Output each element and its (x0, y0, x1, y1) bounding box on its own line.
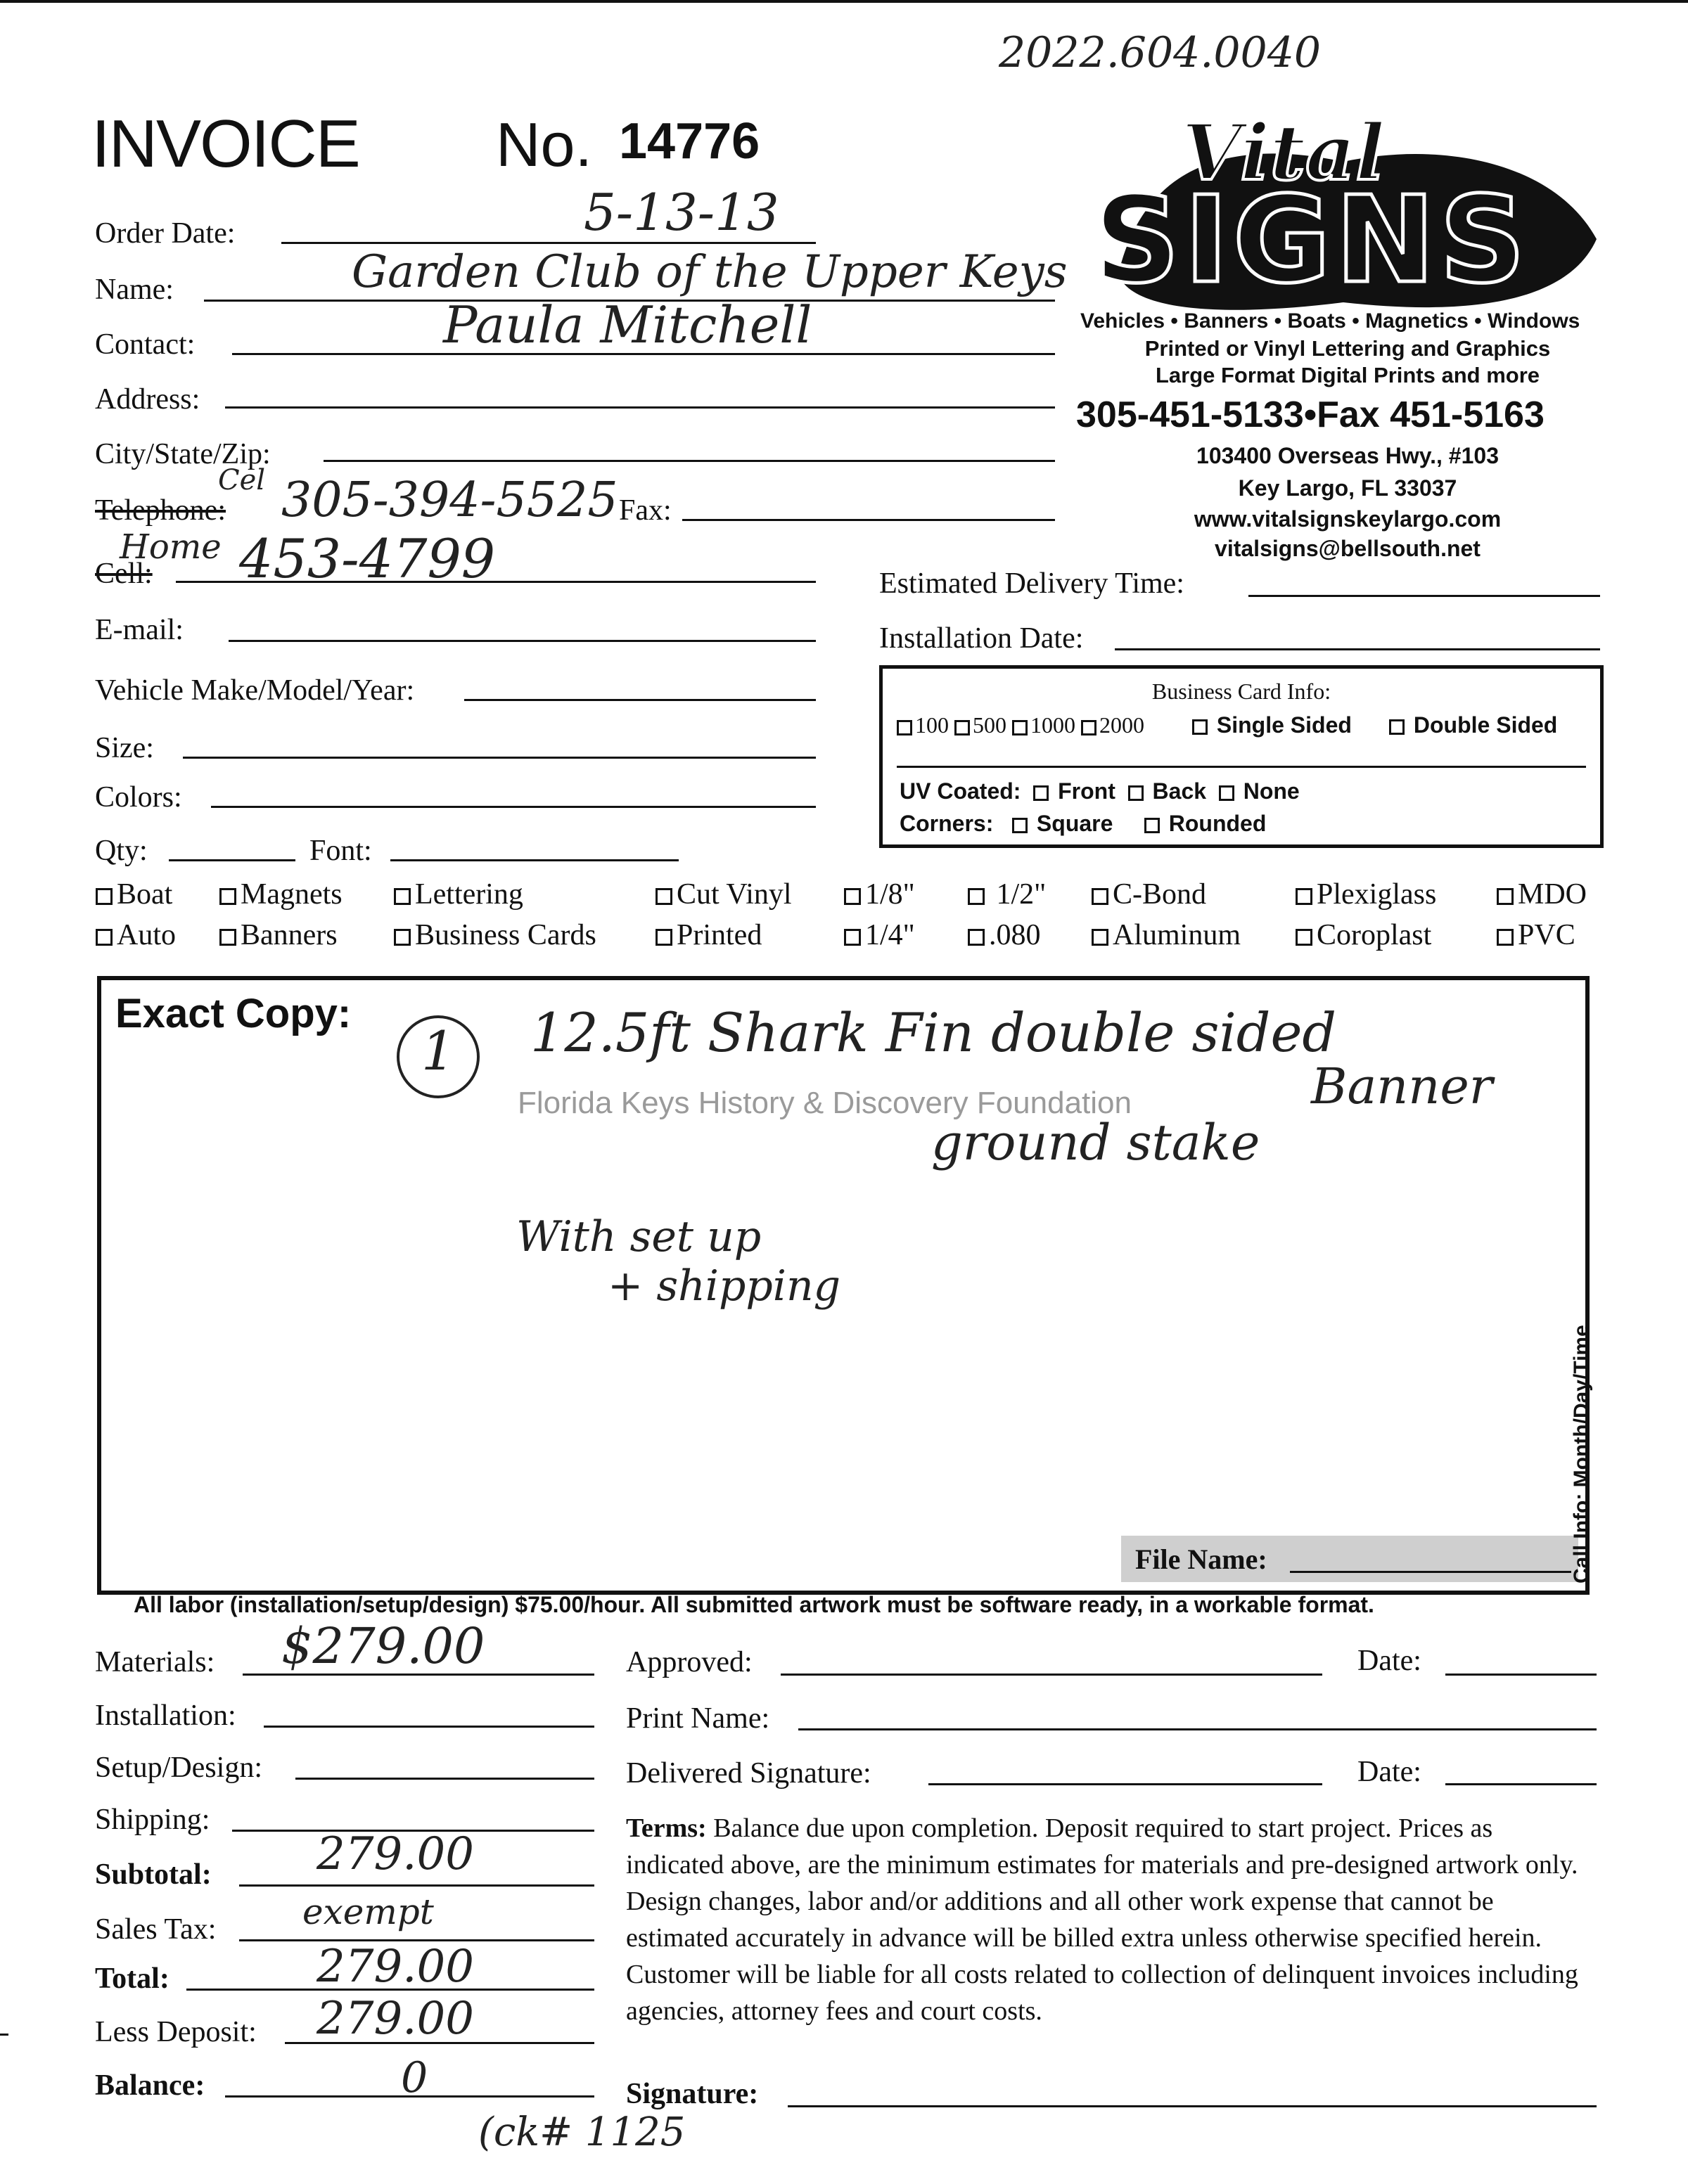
subtotal-line[interactable] (239, 1884, 594, 1887)
telephone-label: Telephone: (95, 494, 226, 527)
corners-row (900, 811, 1266, 837)
corner-square-checkbox[interactable] (1012, 818, 1028, 833)
option-plexiglass[interactable] (1296, 878, 1436, 911)
invoice-title: INVOICE (91, 106, 359, 181)
subtotal-label: Subtotal: (95, 1858, 212, 1891)
order-date-value: 5-13-13 (584, 183, 779, 242)
company-phone: 305-451-5133 (1076, 394, 1304, 435)
option-banners[interactable] (219, 918, 338, 952)
company-fax: Fax 451-5163 (1317, 394, 1545, 435)
colors-line[interactable] (211, 806, 816, 808)
double-sided-label: Double Sided (1413, 712, 1558, 738)
coroplast-label: Coroplast (1317, 919, 1432, 951)
delivered-signature-label: Delivered Signature: (626, 1757, 871, 1790)
banners-label: Banners (241, 919, 338, 951)
option-c-bond[interactable] (1092, 878, 1206, 911)
order-date-line[interactable] (281, 242, 816, 244)
eighth-inch-checkbox[interactable] (844, 888, 861, 905)
080-label: .080 (989, 919, 1041, 951)
aluminum-checkbox[interactable] (1092, 929, 1108, 946)
uv-coated-row (900, 778, 1300, 804)
option-080[interactable] (968, 918, 1041, 952)
qty-1000-label: 1000 (1030, 712, 1075, 738)
magnets-label: Magnets (241, 878, 343, 911)
option-cut-vinyl[interactable] (656, 878, 792, 911)
city-line[interactable] (324, 460, 1055, 462)
setup-line[interactable] (295, 1778, 594, 1780)
service-windows: Windows (1487, 309, 1580, 333)
half-inch-label: 1/2" (989, 878, 1047, 911)
logo-signs-text: SIGNS (1094, 171, 1530, 310)
signature-line[interactable] (788, 2105, 1597, 2107)
single-sided-checkbox[interactable] (1192, 719, 1208, 735)
company-website[interactable]: www.vitalsignskeylargo.com (1194, 506, 1502, 532)
subtotal-value: 279.00 (316, 1828, 474, 1880)
option-eighth-inch[interactable] (844, 878, 915, 911)
telephone-note: Cel (218, 464, 266, 496)
qty-500-checkbox[interactable] (954, 720, 970, 736)
lettering-checkbox[interactable] (394, 888, 411, 905)
option-coroplast[interactable] (1296, 918, 1431, 952)
name-value: Garden Club of the Upper Keys (352, 246, 1068, 298)
email-label: E-mail: (95, 614, 184, 646)
business-cards-checkbox[interactable] (394, 929, 411, 946)
business-card-divider (897, 766, 1586, 768)
file-name-area[interactable] (1121, 1536, 1578, 1582)
qty-1000-checkbox[interactable] (1012, 720, 1028, 736)
option-pvc[interactable] (1497, 918, 1575, 952)
vital-signs-logo (1076, 113, 1611, 323)
aluminum-label: Aluminum (1113, 919, 1241, 951)
corner-rounded-label: Rounded (1168, 811, 1267, 836)
eighth-inch-label: 1/8" (865, 878, 915, 911)
call-info-label: Call Info: Month/Day/Time (1570, 1325, 1593, 1584)
option-mdo[interactable] (1497, 878, 1587, 911)
labor-note: All labor (installation/setup/design) $75.00/hour. All submitted artwork must be software ready, in a workable format. (134, 1592, 1374, 1617)
order-date-label: Order Date: (95, 217, 236, 250)
approved-date-label: Date: (1357, 1645, 1421, 1677)
file-name-label: File Name: (1135, 1543, 1267, 1575)
installation-date-line[interactable] (1115, 648, 1600, 650)
uv-none-checkbox[interactable] (1219, 785, 1234, 801)
qty-label: Qty: (95, 835, 148, 867)
doc-reference: 2022.604.0040 (999, 28, 1322, 77)
delivered-signature-line[interactable] (928, 1783, 1322, 1785)
uv-none-label: None (1243, 778, 1300, 804)
quarter-inch-checkbox[interactable] (844, 929, 861, 946)
half-inch-checkbox[interactable] (968, 888, 985, 905)
c-bond-checkbox[interactable] (1092, 888, 1108, 905)
vehicle-line[interactable] (464, 699, 816, 701)
sales-tax-value: exempt (302, 1891, 434, 1932)
cell-note: Home (120, 527, 222, 567)
single-sided-option[interactable] (1192, 712, 1352, 738)
service-vehicles: Vehicles (1080, 309, 1165, 333)
city-label: City/State/Zip: (95, 438, 271, 470)
logo-vital-text: Vital (1182, 113, 1386, 198)
business-card-box (879, 665, 1604, 848)
copy-line3: ground stake (931, 1114, 1260, 1171)
option-auto[interactable] (96, 918, 176, 952)
installation-date-label: Installation Date: (879, 622, 1084, 655)
shipping-label: Shipping: (95, 1804, 210, 1836)
business-card-quantities (897, 712, 1144, 738)
watermark-text: Florida Keys History & Discovery Foundation (518, 1086, 1132, 1120)
c-bond-label: C-Bond (1113, 878, 1207, 911)
font-label: Font: (309, 835, 372, 867)
fax-label: Fax: (619, 494, 672, 527)
top-border (0, 0, 1688, 3)
option-business-cards[interactable] (394, 918, 596, 952)
invoice-number-label: No. (496, 110, 592, 179)
option-quarter-inch[interactable] (844, 918, 915, 952)
lettering-label: Lettering (415, 878, 523, 911)
pvc-checkbox[interactable] (1497, 929, 1514, 946)
printed-checkbox[interactable] (656, 929, 672, 946)
copy-line4: With set up (516, 1212, 762, 1261)
company-email[interactable]: vitalsigns@bellsouth.net (1215, 536, 1481, 561)
service-boats: Boats (1287, 309, 1346, 333)
double-sided-checkbox[interactable] (1389, 719, 1405, 735)
total-value: 279.00 (316, 1941, 474, 1993)
copy-line2: Banner (1311, 1058, 1493, 1115)
item-number: 1 (421, 1020, 456, 1082)
size-line[interactable] (183, 757, 816, 759)
fax-line[interactable] (682, 519, 1055, 521)
company-phone-fax: 305-451-5133•Fax 451-5163 (1076, 394, 1545, 435)
margin-mark (0, 2034, 8, 2036)
balance-value: 0 (401, 2053, 428, 2102)
option-aluminum[interactable] (1092, 918, 1241, 952)
less-deposit-label: Less Deposit: (95, 2016, 257, 2048)
uv-back-label: Back (1152, 778, 1207, 804)
service-magnetics: Magnetics (1365, 309, 1469, 333)
qty-line[interactable] (169, 859, 295, 861)
materials-label: Materials: (95, 1646, 215, 1678)
installation-label: Installation: (95, 1700, 236, 1732)
signature-label: Signature: (626, 2078, 759, 2110)
print-name-label: Print Name: (626, 1702, 770, 1735)
delivered-date-line[interactable] (1445, 1783, 1597, 1785)
telephone-value: 305-394-5525 (281, 473, 618, 528)
invoice-number: 14776 (619, 113, 760, 169)
address-line[interactable] (225, 406, 1055, 409)
approved-line[interactable] (781, 1674, 1322, 1676)
mdo-checkbox[interactable] (1497, 888, 1514, 905)
option-half-inch[interactable] (968, 878, 1046, 911)
check-footnote: (ck# 1125 (478, 2109, 686, 2155)
uv-coated-label: UV Coated: (900, 778, 1021, 804)
banners-checkbox[interactable] (219, 929, 236, 946)
size-label: Size: (95, 732, 154, 764)
qty-100-checkbox[interactable] (897, 720, 912, 736)
terms-block (626, 1810, 1597, 2029)
print-name-line[interactable] (798, 1728, 1597, 1730)
single-sided-label: Single Sided (1216, 712, 1352, 738)
corners-label: Corners: (900, 811, 994, 836)
delivered-date-label: Date: (1357, 1756, 1421, 1788)
email-line[interactable] (229, 640, 816, 642)
qty-2000-label: 2000 (1099, 712, 1144, 738)
estimated-delivery-label: Estimated Delivery Time: (879, 567, 1184, 600)
plexiglass-checkbox[interactable] (1296, 888, 1312, 905)
pvc-label: PVC (1518, 919, 1575, 951)
font-line[interactable] (390, 859, 679, 861)
copy-line5: + shipping (608, 1261, 841, 1311)
copy-line1: 12.5ft Shark Fin double sided (530, 1001, 1337, 1064)
total-label: Total: (95, 1963, 170, 1995)
exact-copy-box[interactable] (97, 976, 1590, 1595)
option-magnets[interactable] (219, 878, 343, 911)
plexiglass-label: Plexiglass (1317, 878, 1437, 911)
quarter-inch-label: 1/4" (865, 919, 915, 951)
approved-label: Approved: (626, 1646, 753, 1678)
corner-square-label: Square (1036, 811, 1113, 836)
terms-text: Balance due upon completion. Deposit required to start project. Prices as indicated above, are the minimum estimates for materials and pre-designed artwork only. Design changes, labor and/or additions and all other work expense that cannot be estimated accurately in advance will be billed extra unless otherwise specified herein. Customer will be liable for all costs related to collection of delinquent invoices including agencies, attorney fees and court costs. (626, 1813, 1578, 2026)
080-checkbox[interactable] (968, 929, 985, 946)
vehicle-label: Vehicle Make/Model/Year: (95, 674, 415, 707)
option-printed[interactable] (656, 918, 762, 952)
business-card-title: Business Card Info: (1151, 679, 1331, 704)
uv-front-checkbox[interactable] (1033, 785, 1049, 801)
file-name-line[interactable] (1290, 1571, 1571, 1573)
coroplast-checkbox[interactable] (1296, 929, 1312, 946)
printed-label: Printed (677, 919, 762, 951)
contact-label: Contact: (95, 328, 196, 361)
double-sided-option[interactable] (1389, 712, 1557, 738)
terms-label: Terms: (626, 1813, 707, 1843)
cell-label: Cell: (95, 558, 153, 590)
service-banners: Banners (1184, 309, 1269, 333)
boat-label: Boat (117, 878, 173, 911)
approved-date-line[interactable] (1445, 1674, 1597, 1676)
option-boat[interactable] (96, 878, 172, 911)
balance-label: Balance: (95, 2069, 205, 2102)
magnets-checkbox[interactable] (219, 888, 236, 905)
mdo-label: MDO (1518, 878, 1587, 911)
less-deposit-value: 279.00 (316, 1993, 474, 2045)
name-label: Name: (95, 274, 174, 306)
company-address1: 103400 Overseas Hwy., #103 (1196, 443, 1499, 468)
boat-checkbox[interactable] (96, 888, 113, 905)
contact-value: Paula Mitchell (443, 295, 812, 354)
installation-line[interactable] (264, 1726, 594, 1728)
sales-tax-label: Sales Tax: (95, 1913, 217, 1946)
materials-value: $279.00 (281, 1617, 485, 1675)
uv-front-label: Front (1058, 778, 1115, 804)
option-lettering[interactable] (394, 878, 523, 911)
auto-checkbox[interactable] (96, 929, 113, 946)
cut-vinyl-checkbox[interactable] (656, 888, 672, 905)
business-cards-label: Business Cards (415, 919, 596, 951)
company-services: Vehicles • Banners • Boats • Magnetics • Windows (1080, 309, 1580, 333)
company-line2: Printed or Vinyl Lettering and Graphics (1144, 336, 1551, 361)
colors-label: Colors: (95, 781, 182, 814)
company-line3: Large Format Digital Prints and more (1155, 363, 1540, 387)
company-address2: Key Largo, FL 33037 (1238, 475, 1457, 501)
uv-back-checkbox[interactable] (1128, 785, 1144, 801)
cell-line[interactable] (176, 581, 816, 583)
corner-rounded-checkbox[interactable] (1144, 818, 1160, 833)
qty-100-label: 100 (915, 712, 949, 738)
cell-value: 453-4799 (239, 527, 496, 590)
setup-label: Setup/Design: (95, 1752, 262, 1784)
auto-label: Auto (117, 919, 176, 951)
cut-vinyl-label: Cut Vinyl (677, 878, 792, 911)
estimated-delivery-line[interactable] (1248, 595, 1600, 597)
address-label: Address: (95, 383, 200, 416)
exact-copy-label: Exact Copy: (115, 991, 352, 1036)
qty-2000-checkbox[interactable] (1081, 720, 1096, 736)
qty-500-label: 500 (973, 712, 1006, 738)
